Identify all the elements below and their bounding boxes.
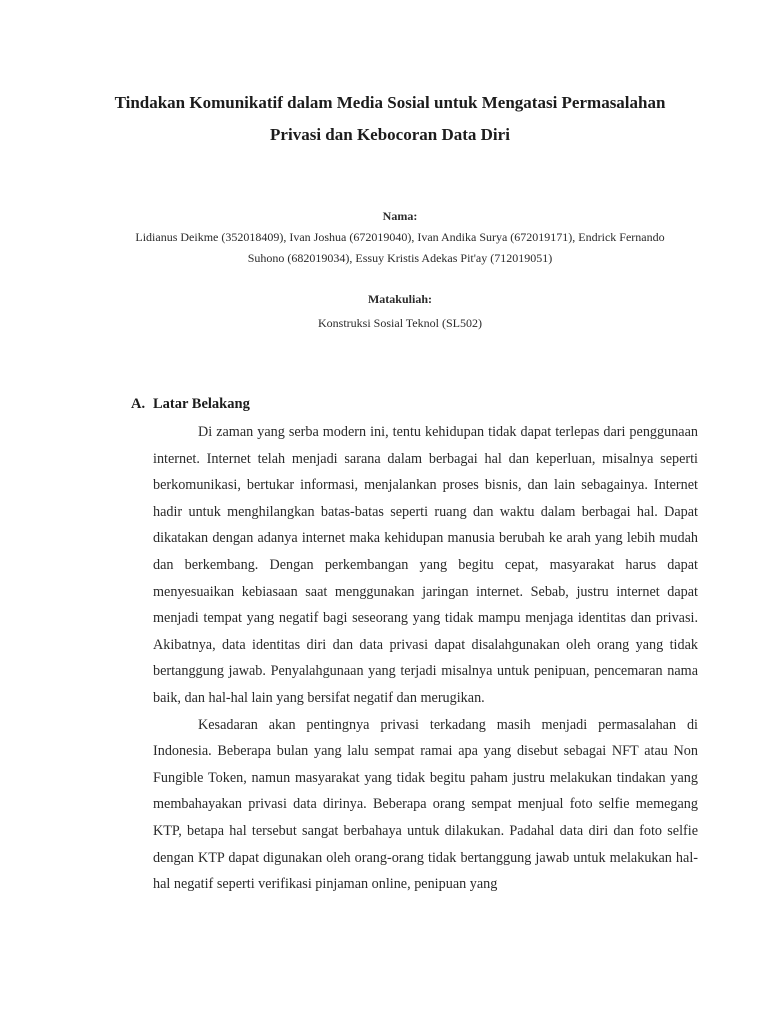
course-block [100, 289, 700, 334]
authors-line-2: Suhono (682019034), Essuy Kristis Adekas Pit'ay (712019051) [247, 251, 553, 265]
paper-title [90, 87, 690, 151]
section-heading [131, 393, 250, 415]
authors-block [100, 206, 700, 269]
paragraph-1: Di zaman yang serba modern ini, tentu kehidupan tidak dapat terlepas dari penggunaan internet. Internet telah menjadi sarana dalam berbagai hal dan keperluan, misalnya seperti berkomunikasi, bertukar informasi, menjalankan proses bisnis, dan lain sebagainya. Internet hadir untuk menghilangkan batas-batas seperti ruang dan waktu dalam berbagai hal. Dapat dikatakan dengan adanya internet maka kehidupan manusia berubah ke arah yang lebih mudah dan berkembang. Dengan perkembangan yang begitu cepat, masyarakat harus dapat menyesuaikan kebiasaan saat menggunakan jaringan internet. Sebab, justru internet dapat menjadi tempat yang negatif bagi seseorang yang tidak mampu menjaga identitas dan privasi. Akibatnya, data identitas diri dan data privasi dapat disalahgunakan oleh orang yang tidak bertanggung jawab. Penyalahgunaan yang terjadi misalnya untuk penipuan, pencemaran nama baik, dan hal-hal lain yang bersifat negatif dan merugikan. [153, 424, 698, 706]
paper-title-line-1: Tindakan Komunikatif dalam Media Sosial untuk Mengatasi Permasalahan [114, 93, 666, 112]
section-body [153, 419, 698, 898]
paper-title-line-2: Privasi dan Kebocoran Data Diri [270, 125, 510, 144]
section-title: Latar Belakang [153, 396, 250, 412]
paragraph-2: Kesadaran akan pentingnya privasi terkadang masih menjadi permasalahan di Indonesia. Beberapa bulan yang lalu sempat ramai apa yang disebut sebagai NFT atau Non Fungible Token, namun masyarakat yang tidak begitu paham justru melakukan tindakan yang membahayakan privasi data dirinya. Beberapa orang sempat menjual foto selfie memegang KTP, betapa hal tersebut sangat berbahaya untuk dilakukan. Padahal data diri dan foto selfie dengan KTP dapat digunakan oleh orang-orang tidak bertanggung jawab untuk melakukan hal-hal negatif seperti verifikasi pinjaman online, penipuan yang [153, 716, 698, 893]
authors-label: Nama: [382, 209, 418, 223]
course-label: Matakuliah: [367, 292, 432, 306]
authors-line-1: Lidianus Deikme (352018409), Ivan Joshua (672019040), Ivan Andika Surya (672019171), Endrick Fernando [135, 230, 665, 244]
course-value: Konstruksi Sosial Teknol (SL502) [318, 316, 482, 330]
section-letter: A. [131, 396, 146, 412]
